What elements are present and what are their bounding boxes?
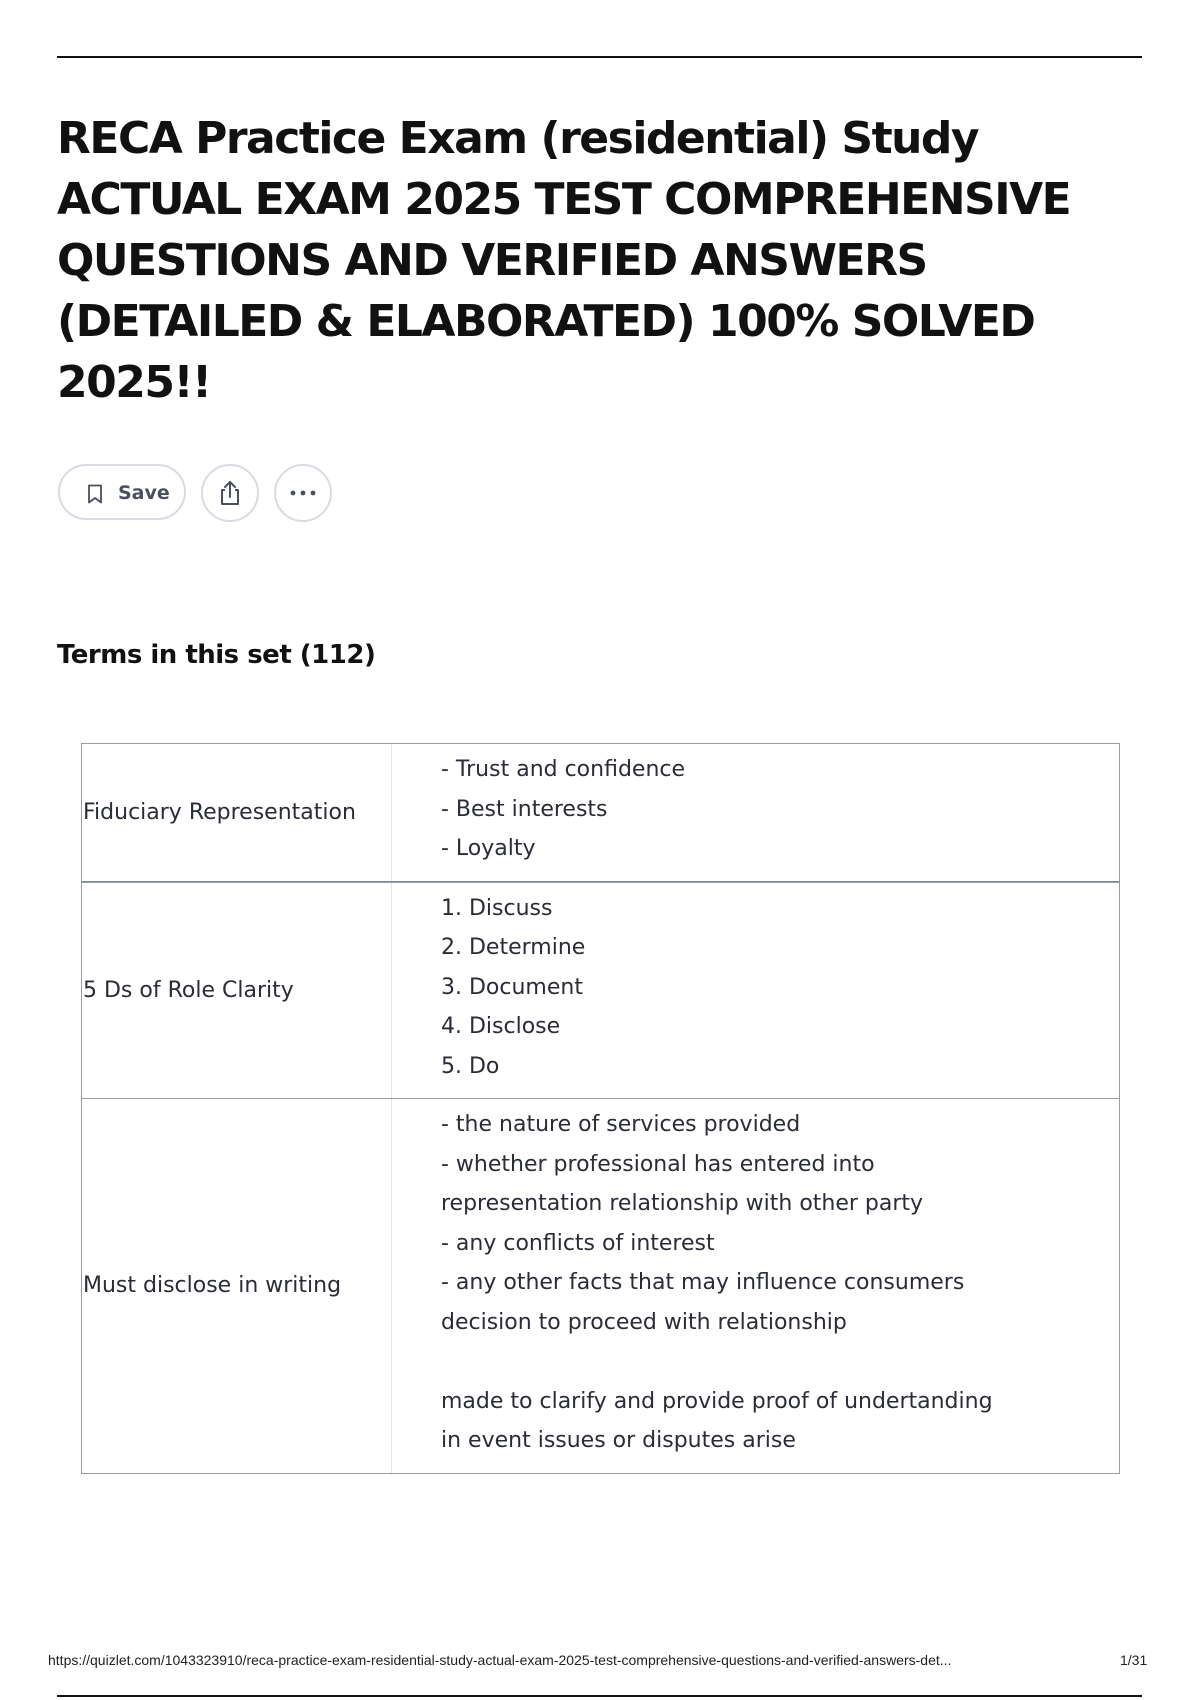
term-definition: [392, 744, 1119, 881]
definition-line: in event issues or disputes arise: [441, 1428, 796, 1453]
term-text: Fiduciary Representation: [82, 744, 392, 881]
term-row: [82, 1098, 1119, 1473]
definition-line: - any other facts that may influence consumers: [441, 1270, 965, 1295]
definition-line: - Trust and confidence: [441, 757, 686, 782]
definition-blank-line: [441, 1342, 1119, 1382]
definition-line: - Best interests: [441, 796, 608, 822]
save-button-label: Save: [118, 482, 170, 504]
more-options-button[interactable]: [274, 464, 332, 522]
definition-line: 4. Disclose: [441, 1014, 561, 1039]
definition-line: 5. Do: [441, 1053, 500, 1079]
definition-line: - whether professional has entered into: [441, 1151, 875, 1177]
save-button[interactable]: [58, 464, 186, 520]
footer-rule: [57, 1695, 1142, 1697]
terms-table: [81, 743, 1120, 1474]
definition-line: 2. Determine: [441, 935, 586, 960]
header-rule: [57, 56, 1142, 58]
definition-line: - any conflicts of interest: [441, 1230, 715, 1256]
term-row: [82, 882, 1119, 1099]
print-page-number: 1/31: [1120, 1652, 1148, 1668]
definition-line: - the nature of services provided: [441, 1112, 801, 1137]
page-title: RECA Practice Exam (residential) Study ACTUAL EXAM 2025 TEST COMPREHENSIVE QUESTIONS AND VERIFIED ANSWERS (DETAILED & ELABORATED) 100% SOLVED 2025!!: [57, 113, 1071, 408]
term-row: [82, 744, 1119, 882]
definition-line: 3. Document: [441, 974, 583, 1000]
term-definition: [392, 883, 1119, 1099]
definition-line: representation relationship with other party: [441, 1191, 924, 1216]
term-definition: [392, 1099, 1119, 1473]
ellipsis-icon: [289, 489, 317, 497]
share-icon: [217, 479, 243, 507]
term-text: Must disclose in writing: [82, 1099, 392, 1473]
term-text: 5 Ds of Role Clarity: [82, 883, 392, 1099]
definition-line: - Loyalty: [441, 836, 536, 861]
definition-line: made to clarify and provide proof of undertanding: [441, 1388, 993, 1414]
bookmark-icon: [86, 484, 104, 504]
share-button[interactable]: [201, 464, 259, 522]
print-url: https://quizlet.com/1043323910/reca-practice-exam-residential-study-actual-exam-2025-test-comprehensive-questions-and-verified-answers-det...: [48, 1652, 952, 1668]
terms-heading: Terms in this set (112): [57, 640, 376, 670]
definition-line: 1. Discuss: [441, 895, 553, 921]
definition-line: decision to proceed with relationship: [441, 1309, 847, 1335]
